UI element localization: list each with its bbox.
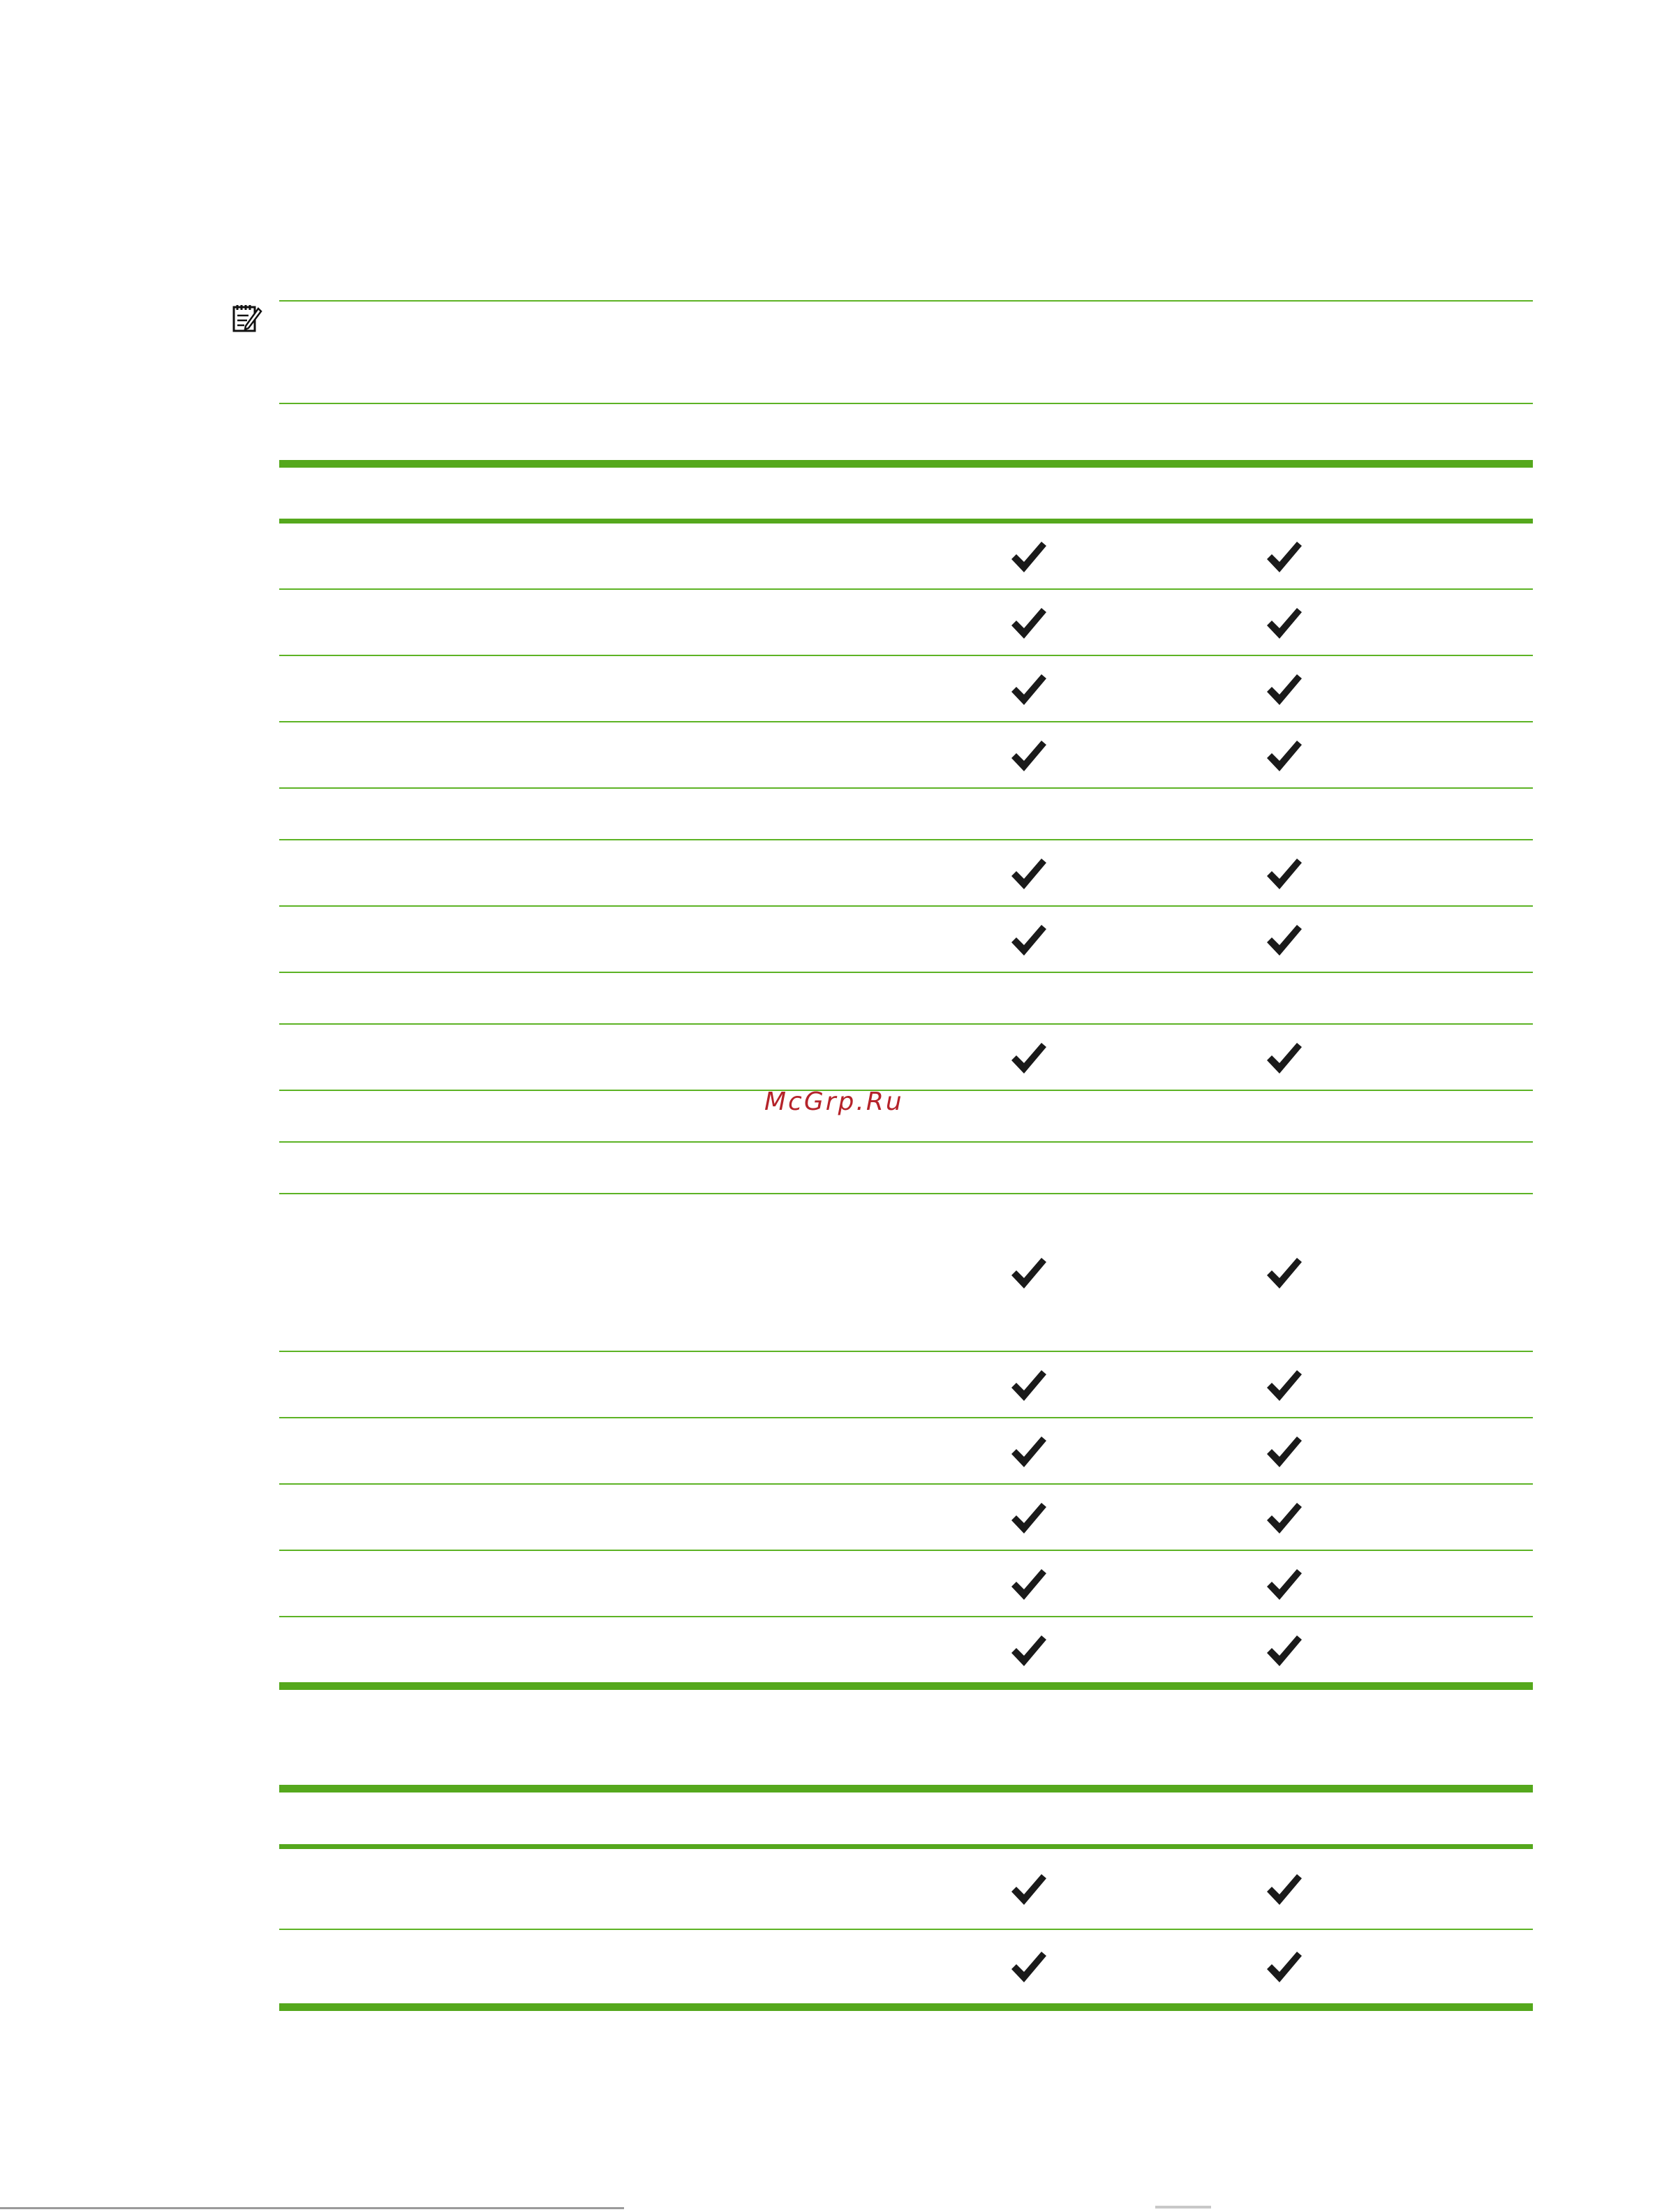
check-mark-icon <box>1265 1255 1304 1291</box>
check-mark-icon <box>1265 1949 1304 1985</box>
check-mark-icon <box>1009 1040 1048 1076</box>
table-row <box>279 656 1533 722</box>
table-row <box>279 973 1533 1025</box>
table-top-bar <box>279 460 1533 468</box>
table-row <box>279 1352 1533 1418</box>
table-row <box>279 1418 1533 1485</box>
check-mark-icon <box>1265 922 1304 958</box>
check-mark-icon <box>1009 1500 1048 1536</box>
table-row <box>279 1849 1533 1930</box>
check-mark-icon <box>1265 1566 1304 1603</box>
table-row <box>279 840 1533 907</box>
check-mark-icon <box>1265 856 1304 892</box>
check-mark-icon <box>1009 605 1048 641</box>
feature-table-1 <box>279 460 1533 1690</box>
check-mark-icon <box>1265 738 1304 774</box>
note-top-rule <box>279 300 1533 302</box>
footer-rule <box>0 2207 624 2209</box>
table-row <box>279 1485 1533 1551</box>
check-mark-icon <box>1009 1255 1048 1291</box>
table-row <box>279 1194 1533 1352</box>
footer-mark <box>1155 2206 1211 2209</box>
feature-table-2 <box>279 1785 1533 2015</box>
check-mark-icon <box>1265 605 1304 641</box>
note-bottom-rule <box>279 403 1533 404</box>
table-top-bar <box>279 1785 1533 1792</box>
check-mark-icon <box>1009 856 1048 892</box>
table-row <box>279 524 1533 590</box>
check-mark-icon <box>1009 1633 1048 1669</box>
table-row <box>279 1143 1533 1194</box>
table-row <box>279 1091 1533 1143</box>
check-mark-icon <box>1009 922 1048 958</box>
note-icon <box>232 303 262 334</box>
check-mark-icon <box>1009 539 1048 575</box>
check-mark-icon <box>1009 1434 1048 1470</box>
check-mark-icon <box>1265 1871 1304 1908</box>
check-mark-icon <box>1009 738 1048 774</box>
table-row <box>279 1025 1533 1091</box>
table-row <box>279 1551 1533 1617</box>
table-row <box>279 1930 1533 2003</box>
check-mark-icon <box>1009 1367 1048 1404</box>
table-row <box>279 789 1533 840</box>
check-mark-icon <box>1009 1871 1048 1908</box>
table-bottom-bar <box>279 2003 1533 2011</box>
check-mark-icon <box>1009 1949 1048 1985</box>
check-mark-icon <box>1265 1633 1304 1669</box>
check-mark-icon <box>1265 1434 1304 1470</box>
table-bottom-bar <box>279 1682 1533 1690</box>
check-mark-icon <box>1265 1040 1304 1076</box>
table-header-bar <box>279 1844 1533 1849</box>
watermark-text: McGrp.Ru <box>764 1088 904 1116</box>
table-row <box>279 1617 1533 1684</box>
check-mark-icon <box>1265 1367 1304 1404</box>
check-mark-icon <box>1265 539 1304 575</box>
check-mark-icon <box>1009 1566 1048 1603</box>
table-row <box>279 722 1533 789</box>
table-row <box>279 590 1533 656</box>
check-mark-icon <box>1265 1500 1304 1536</box>
check-mark-icon <box>1265 671 1304 708</box>
check-mark-icon <box>1009 671 1048 708</box>
table-row <box>279 907 1533 973</box>
table-header-bar <box>279 519 1533 524</box>
